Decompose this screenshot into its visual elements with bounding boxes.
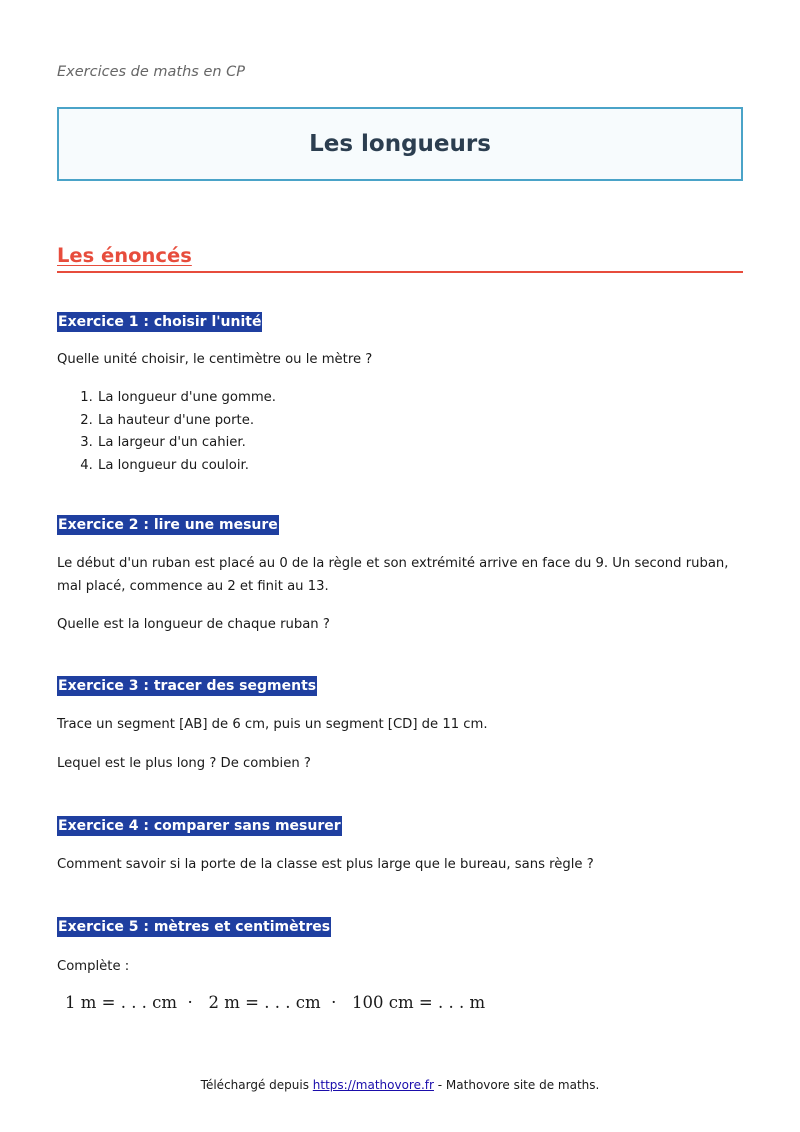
exercise-3-statement: Trace un segment [AB] de 6 cm, puis un segment [CD] de 11 cm. (57, 717, 488, 732)
section-title: Les énoncés (57, 244, 192, 267)
exercise-5-math: 1 m = . . . cm · 2 m = . . . cm · 100 cm = . . . m (65, 993, 486, 1012)
exercise-4-question: Comment savoir si la porte de la classe est plus large que le bureau, sans règle ? (57, 857, 594, 872)
footer (0, 1078, 800, 1092)
list-item: 1. La longueur d'une gomme. (97, 387, 276, 410)
exercise-2-question: Quelle est la longueur de chaque ruban ? (57, 617, 330, 632)
exercise-1-heading: Exercice 1 : choisir l'unité (58, 314, 262, 330)
list-item: 2. La hauteur d'une porte. (97, 410, 276, 433)
exercise-2-heading: Exercice 2 : lire une mesure (58, 517, 278, 533)
footer-prefix: Téléchargé depuis (200, 1078, 313, 1092)
footer-suffix: - Mathovore site de maths. (433, 1078, 600, 1092)
exercise-5-instruction: Complète : (57, 959, 130, 974)
exercise-2-statement: Le début d'un ruban est placé au 0 de la règle et son extrémité arrive en face du 9. Un second ruban, mal placé, commence au 2 et finit au 13. (57, 556, 729, 594)
exercise-3-heading: Exercice 3 : tracer des segments (58, 678, 317, 694)
exercise-4-heading: Exercice 4 : comparer sans mesurer (58, 818, 341, 834)
title-box (57, 107, 743, 181)
document-subtitle: Exercices de maths en CP (57, 64, 246, 80)
list-item: 4. La longueur du couloir. (97, 455, 276, 478)
page-title: Les longueurs (309, 131, 491, 157)
exercise-3-question: Lequel est le plus long ? De combien ? (57, 756, 311, 771)
exercise-1-list (57, 387, 276, 477)
exercise-1-question: Quelle unité choisir, le centimètre ou le mètre ? (57, 352, 373, 367)
section-header (57, 244, 743, 273)
exercise-5-heading: Exercice 5 : mètres et centimètres (58, 919, 331, 935)
footer-link[interactable]: https://mathovore.fr (312, 1078, 434, 1092)
list-item: 3. La largeur d'un cahier. (97, 432, 276, 455)
